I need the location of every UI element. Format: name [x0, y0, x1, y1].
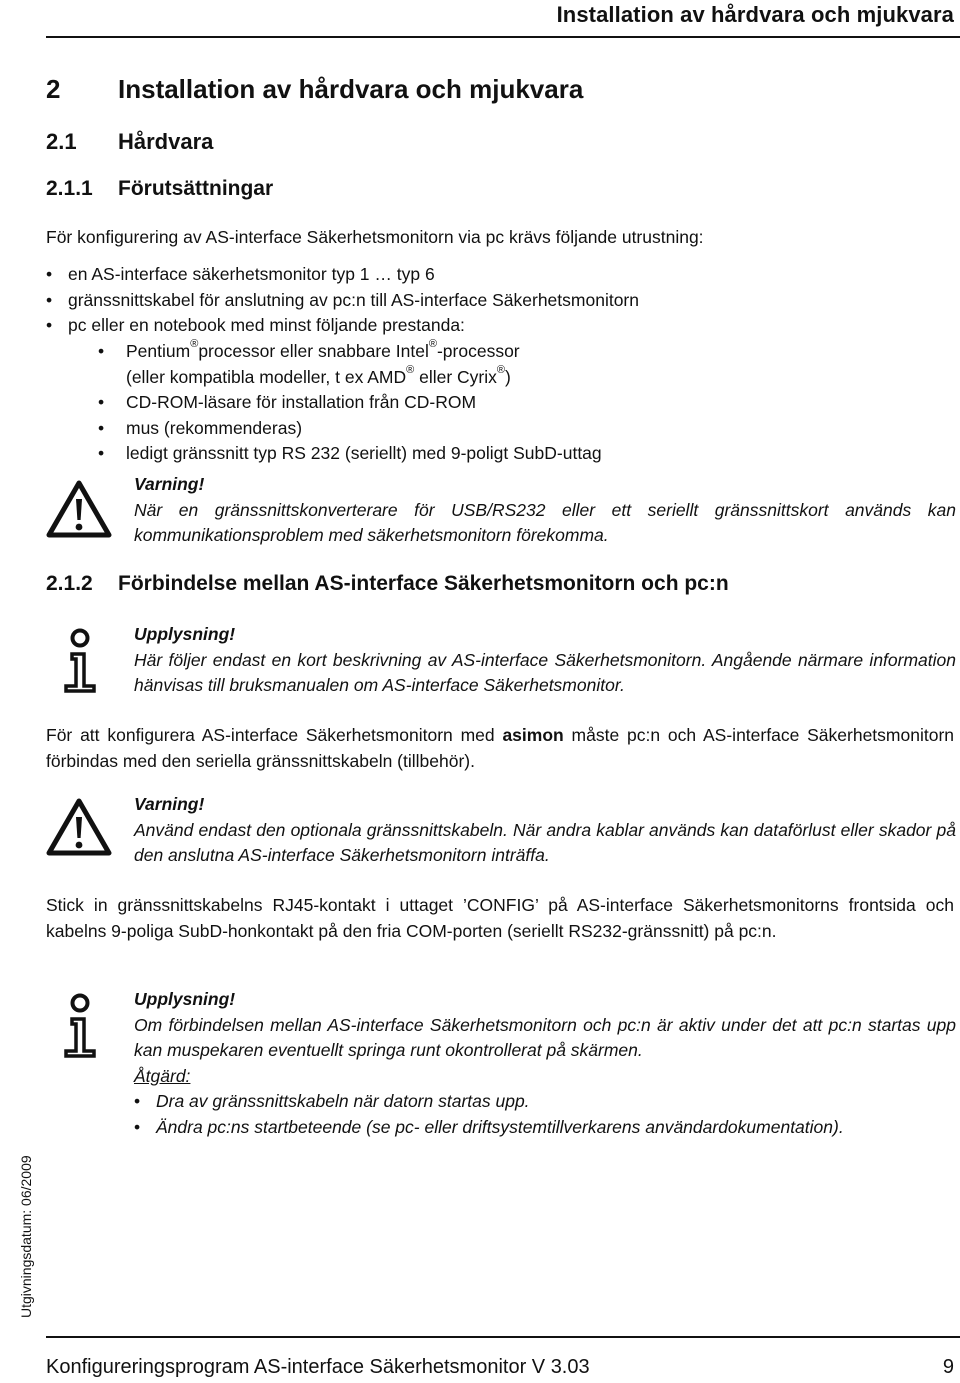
subsubsection-heading-connection [46, 572, 729, 596]
intro-paragraph: För konfigurering av AS-interface Säkerhetsmonitorn via pc krävs följande utrustning: [46, 227, 704, 247]
subsubsection-heading-prerequisites [46, 177, 273, 201]
list-item: • ledigt gränssnitt typ RS 232 (seriellt) med 9-poligt SubD-uttag [98, 441, 958, 467]
list-item: • pc eller en notebook med minst följande prestanda: [46, 313, 906, 339]
section-heading [46, 74, 583, 105]
page-number: 9 [942, 1356, 954, 1378]
warning-triangle-icon [46, 480, 112, 538]
list-item: • gränssnittskabel för anslutning av pc:n till AS-interface Säkerhetsmonitorn [46, 288, 906, 314]
warning-note-1 [46, 472, 956, 552]
config-paragraph [46, 723, 954, 774]
connect-paragraph: Stick in gränssnittskabelns RJ45-kontakt i uttaget ’CONFIG’ på AS-interface Säkerhetsmonitorns frontsida och kabelns 9-poliga SubD-honkontakt på den fria COM-porten (seriellt RS232-gränssnitt) på pc:n. [46, 895, 954, 941]
subsubsection-title: Förbindelse mellan AS-interface Säkerhetsmonitorn och pc:n [118, 572, 729, 595]
info-icon [60, 628, 100, 694]
warning-note-2 [46, 792, 956, 872]
compatible-text: (eller kompatibla modeller, t ex AMD [126, 366, 407, 387]
info-body [134, 987, 956, 1140]
pc-requirements-list [98, 339, 958, 467]
list-item: • en AS-interface säkerhetsmonitor typ 1 … typ 6 [46, 262, 906, 288]
header-rule [46, 36, 960, 38]
list-item: • mus (rekommenderas) [98, 416, 958, 442]
registered-mark: ® [190, 338, 199, 351]
info-text: Om förbindelsen mellan AS-interface Säkerhetsmonitorn och pc:n är aktiv under det att pc:n startas upp kan muspekaren eventuellt springa runt okontrollerat på skärmen. [134, 1014, 956, 1060]
list-item: • Dra av gränssnittskabeln när datorn startas upp. [134, 1089, 956, 1115]
info-body [134, 622, 956, 699]
subsubsection-number: 2.1.1 [46, 177, 93, 200]
subsection-number: 2.1 [46, 129, 77, 154]
list-item-compatible [98, 365, 958, 391]
footer-rule [46, 1336, 960, 1338]
warning-text: Använd endast den optionala gränssnittskabeln. När andra kablar används kan dataförlust eller skador på den anslutna AS-interface Säkerhetsmonitorn inträffa. [134, 819, 956, 865]
subsection-title: Hårdvara [118, 129, 214, 154]
info-title: Upplysning! [134, 624, 236, 644]
processor-text: Pentium [126, 341, 191, 361]
info-title: Upplysning! [134, 989, 236, 1009]
footer-title: Konfigureringsprogram AS-interface Säkerhetsmonitor V 3.03 [46, 1356, 590, 1378]
warning-body [134, 792, 956, 869]
registered-mark: ® [428, 338, 437, 351]
warning-title: Varning! [134, 794, 205, 814]
warning-text: När en gränssnittskonverterare för USB/RS232 eller ett seriellt gränssnittskort används kan kommunikationsproblem med säkerhetsmonitorn förekomma. [134, 499, 956, 545]
compatible-text: eller Cyrix [414, 366, 497, 387]
subsubsection-number: 2.1.2 [46, 572, 93, 595]
info-text: Här följer endast en kort beskrivning av AS-interface Säkerhetsmonitorn. Angående närmare information hänvisas till bruksmanualen om AS-interface Säkerhetsmonitor. [134, 649, 956, 695]
registered-mark: ® [406, 363, 415, 376]
list-item: • Ändra pc:ns startbeteende (se pc- eller driftsystemtillverkarens användardokumentation). [134, 1115, 956, 1141]
info-icon [60, 993, 100, 1059]
config-text: För att konfigurera AS-interface Säkerhetsmonitorn med [46, 725, 503, 745]
subsection-heading [46, 129, 213, 155]
requirements-list [46, 262, 906, 339]
list-item: • CD-ROM-läsare för installation från CD-ROM [98, 390, 958, 416]
issue-date: Utgivningsdatum: 06/2009 [18, 1155, 34, 1318]
info-note-2 [46, 987, 956, 1177]
action-label: Åtgärd: [134, 1065, 191, 1086]
processor-text: processor eller snabbare Intel [198, 341, 429, 361]
registered-mark: ® [496, 363, 505, 376]
asimon-label: asimon [502, 725, 564, 745]
config-text: måste pc:n och AS-interface Säkerhetsmonitorn förbindas med den seriella gränssnittskabeln (tillbehör). [46, 725, 954, 771]
info-note-1 [46, 622, 956, 702]
running-header: Installation av hårdvara och mjukvara [556, 2, 954, 27]
action-list [134, 1089, 956, 1140]
section-title: Installation av hårdvara och mjukvara [118, 74, 584, 104]
warning-title: Varning! [134, 474, 205, 494]
subsubsection-title: Förutsättningar [118, 177, 274, 200]
warning-triangle-icon [46, 798, 112, 856]
list-item-processor [98, 339, 958, 365]
warning-body [134, 472, 956, 549]
section-number: 2 [46, 74, 61, 104]
processor-text: -processor [436, 341, 520, 361]
compatible-text: ) [505, 366, 511, 387]
